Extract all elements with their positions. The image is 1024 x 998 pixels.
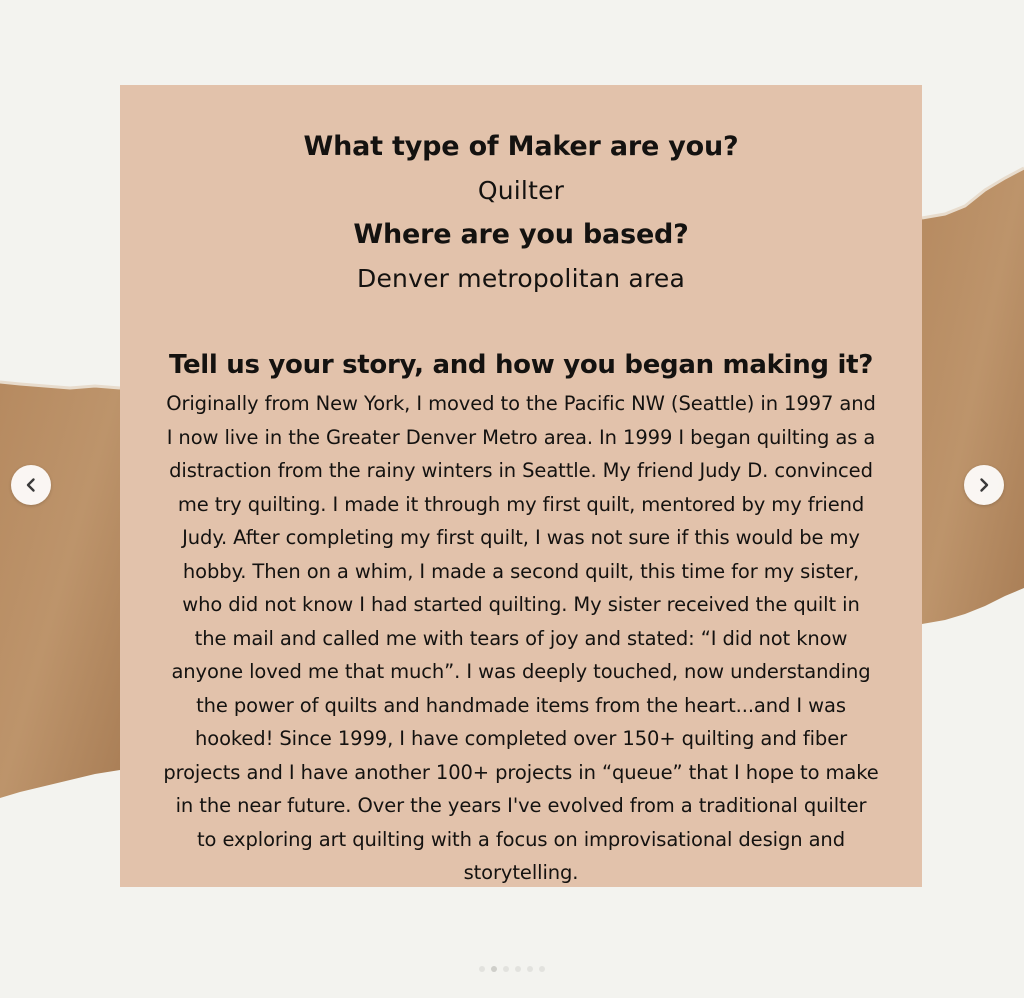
story-line: the power of quilts and handmade items from the heart...and I was — [196, 693, 846, 717]
story-line: to exploring art quilting with a focus on improvisational design and — [197, 827, 845, 851]
story-line: in the near future. Over the years I've evolved from a traditional quilter — [175, 794, 867, 817]
maker-interview-card — [120, 85, 922, 887]
story-line: Originally from New York, I moved to the Pacific NW (Seattle) in 1997 and — [166, 392, 876, 415]
carousel-dot[interactable] — [515, 966, 521, 972]
section-spacer — [120, 301, 922, 343]
story-line: the mail and called me with tears of joy and stated: “I did not know — [194, 626, 848, 650]
carousel-dot[interactable] — [503, 966, 509, 972]
carousel-dot[interactable] — [527, 966, 533, 972]
story-line: who did not know I had started quilting. My sister received the quilt in — [182, 593, 860, 616]
question-location: Where are you based? — [353, 219, 689, 250]
answer-story — [136, 387, 906, 890]
story-line: I now live in the Greater Denver Metro area. In 1999 I began quilting as a — [166, 425, 876, 449]
story-line: me try quilting. I made it through my first quilt, mentored by my friend — [177, 492, 865, 516]
carousel-dot[interactable] — [539, 966, 545, 972]
question-maker-type: What type of Maker are you? — [303, 131, 739, 162]
chevron-left-icon — [22, 476, 40, 494]
carousel-prev-button[interactable] — [11, 465, 51, 505]
carousel-pagination — [0, 966, 1024, 972]
carousel-dot-active[interactable] — [491, 966, 497, 972]
story-line: distraction from the rainy winters in Seattle. My friend Judy D. convinced — [169, 459, 873, 482]
carousel-next-button[interactable] — [964, 465, 1004, 505]
story-line: Judy. After completing my first quilt, I was not sure if this would be my — [182, 526, 860, 549]
chevron-right-icon — [975, 476, 993, 494]
story-line: hobby. Then on a whim, I made a second quilt, this time for my sister, — [182, 559, 860, 583]
story-line: projects and I have another 100+ projects in “queue” that I hope to make — [163, 760, 879, 784]
question-story: Tell us your story, and how you began making it? — [168, 350, 873, 380]
answer-maker-type: Quilter — [477, 176, 565, 205]
answer-location: Denver metropolitan area — [357, 264, 685, 293]
story-line: hooked! Since 1999, I have completed over 150+ quilting and fiber — [194, 727, 848, 750]
story-line: storytelling. — [463, 861, 579, 884]
carousel-dot[interactable] — [479, 966, 485, 972]
story-line: anyone loved me that much”. I was deeply touched, now understanding — [171, 660, 871, 683]
